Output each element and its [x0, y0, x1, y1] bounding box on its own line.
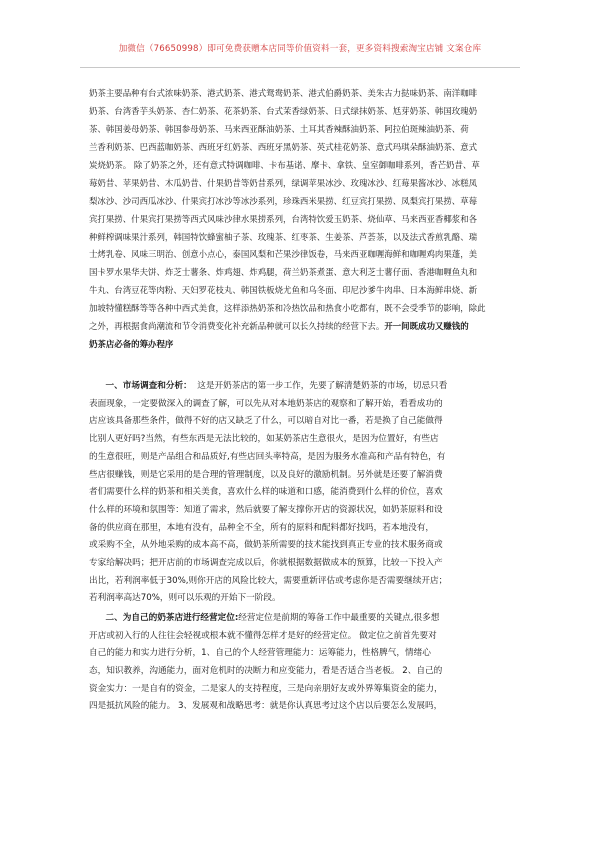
document-body [89, 85, 512, 716]
section1-line: 备的供应商在那里，本地有没有，品种全不全，所有的原料和配料都好找吗，若本地没有， [89, 522, 435, 533]
section1-line: 出比，若利润率低于30%,则你开店的风险比较大，需要重新评估或考虑你是否需要继续开店； [89, 575, 448, 586]
intro-line: 奶茶、台湾香芋头奶茶、杏仁奶茶、花茶奶茶、台式茉香绿奶茶、日式绿抹奶茶、尪芽奶茶、韩国玫瑰奶 [89, 105, 478, 116]
section1-line: 若利润率高达70%，则可以乐观的开始下一阶段。 [89, 593, 281, 604]
section1-line: 的生意很旺，则是产品组合和品质好,有些店回头率特高，是因为服务水准高和产品有特色，有 [89, 451, 446, 462]
section1-line: 店应该具备那些条件，做得不好的店又缺乏了什么，可以暗自对比一番，若是换了自己能做得 [89, 416, 443, 427]
intro-line: 兰香利奶茶、巴西蓝咖奶茶、西班牙红奶茶、西班牙黑奶茶、英式桂花奶茶、意式玛琪朵酥油奶茶、意式 [89, 141, 478, 152]
intro-paragraph [89, 85, 512, 318]
section2-first-text: 经营定位是前期的筹备工作中最重要的关键点,很多想 [238, 613, 440, 623]
intro-line: 奶茶主要品种有台式浓味奶茶、港式奶茶、港式鸳鸯奶茶、港式伯爵奶茶、美朱古力挞味奶茶、南洋咖啡 [89, 88, 478, 98]
article-title-part1: 开一间既成功又赚钱的 [384, 321, 469, 332]
section-market-research [89, 378, 512, 608]
promo-banner: 加微信（76650998）即可免费获赠本店同等价值资料一套，更多资料搜索淘宝店铺 文案仓库 [118, 44, 482, 54]
header-divider [80, 67, 520, 68]
section1-line: 者们需要什么样的奶茶和相关美食，喜欢什么样的味道和口感，能消费到什么样的价位，喜欢 [89, 487, 443, 498]
section2-line: 四是抵抗风险的能力。 3、发展观和战略思考：就是你认真思考过这个店以后要怎么发展吗， [89, 701, 443, 712]
intro-line: 士烤乳卷、风味三明治、创意小点心，泰国风梨和芒果沙律饭卷，马来西亚咖喱海鲜和咖喱鸡肉果蓬，美 [89, 249, 478, 260]
section-positioning [89, 610, 512, 716]
section1-line: 些店很赚钱，则是它采用的是合理的管理制度，以及良好的激励机制。另外就是还要了解消费 [89, 469, 443, 480]
intro-line: 炭烧奶茶。 除了奶茶之外，还有意式特调咖啡、卡布基诺、摩卡、拿铁、皇室御咖啡系列，香芒奶昔、草 [89, 159, 480, 170]
section1-lines [89, 396, 512, 608]
section1-first-line [89, 378, 512, 396]
intro-line: 茶、韩国姜母奶茶、韩国参母奶茶、马来西亚酥油奶茶、土耳其香辣酥油奶茶、阿拉伯斑辣油奶茶、荷 [89, 123, 469, 134]
section2-line: 自己的能力和实力进行分析，1、自己的个人经营管理能力：运筹能力，性格脾气，情绪心 [89, 648, 431, 659]
intro-line: 种鲜榨调味果汁系列，韩国特饮蜂蜜柚子茶、玫瑰茶、红枣茶、生姜茶、芦荟茶，以及法式香煎乳酪、瑞 [89, 231, 478, 242]
intro-line: 宾打果捞、什果宾打果捞等西式风味沙律水果捞系列，台湾特饮爱玉奶茶、烧仙草、马来西亚香椰浆和各 [89, 213, 478, 224]
section2-first-line [89, 610, 512, 628]
intro-last-text: 之外，再根据食尚潮流和节令消费变化补充新品种就可以长久持续的经营下去。 [89, 321, 385, 332]
intro-line: 莓奶昔、苹果奶昔、木瓜奶昔、什果奶昔等奶昔系列，绿调苹果冰沙、玫瑰冰沙、红莓果酱冰沙、冰糕凤 [89, 177, 478, 188]
section2-lines [89, 628, 512, 716]
section1-line: 什么样的环境和氛围等：知道了需求，然后就要了解支撑你开店的资源状况，如奶茶原料和设 [89, 504, 443, 515]
section2-heading: 二、为自己的奶茶店进行经营定位: [105, 613, 239, 623]
section1-line: 表面现象，一定要做深入的调查了解，可以先从对本地奶茶店的观察和了解开始，看看成功的 [89, 398, 443, 409]
intro-line: 加坡特懂糕酥等等各种中西式美食，这样添热奶茶和冷热饮品和热食小吃都有，既不会受季节的影响，除此 [89, 303, 486, 314]
intro-last-line [89, 318, 512, 336]
section1-line: 比别人更好吗?当然，有些东西是无法比较的，如某奶茶店生意很火，是因为位置好，有些店 [89, 434, 439, 445]
section1-heading: 一、市场调查和分析： [105, 381, 192, 392]
section1-line: 专家给解决吗；把开店前的市场调查完成以后，你就根据数据做成本的预算，比较一下投入产 [89, 557, 443, 568]
section1-line: 或采购不全，从外地采购的成本高不高，做奶茶所需要的技术能找到真正专业的技术服务商或 [89, 540, 443, 551]
section2-line: 态，知识教养，沟通能力，面对危机时的决断力和应变能力，看是否适合当老板。 2、自己的 [89, 666, 443, 677]
article-title-part2: 奶茶店必备的筹办程序 [89, 339, 174, 350]
section1-first-text: 这是开奶茶店的第一步工作，先要了解清楚奶茶的市场，切忌只看 [197, 381, 448, 392]
section2-line: 资金实力：一是自有的资金，二是家人的支持程度，三是向亲朋好友或外界筹集资金的能力， [89, 683, 443, 694]
intro-line: 梨冰沙、沙司西瓜冰沙、什果宾打冰沙等冰沙系列，珍珠西米果捞、红豆宾打果捞、凤梨宾打果捞、草莓 [89, 195, 478, 206]
intro-line: 牛丸、台湾豆花等肉粉、天妇罗花枝丸、韩国铁板烧尤鱼和乌冬面、印尼沙爹牛肉串、日本海鲜串烧、新 [89, 285, 478, 296]
section2-line: 开店或初入行的人往往会轻视或根本就不懂得怎样才是好的经营定位。 做定位之前首先要对 [89, 630, 437, 641]
intro-line: 国卡罗水果华夫饼、炸芝士薯条、炸鸡翅、炸鸡腿，荷兰奶茶煮蛋、意大利芝士薯仔面、香港咖喱鱼丸和 [89, 267, 478, 278]
